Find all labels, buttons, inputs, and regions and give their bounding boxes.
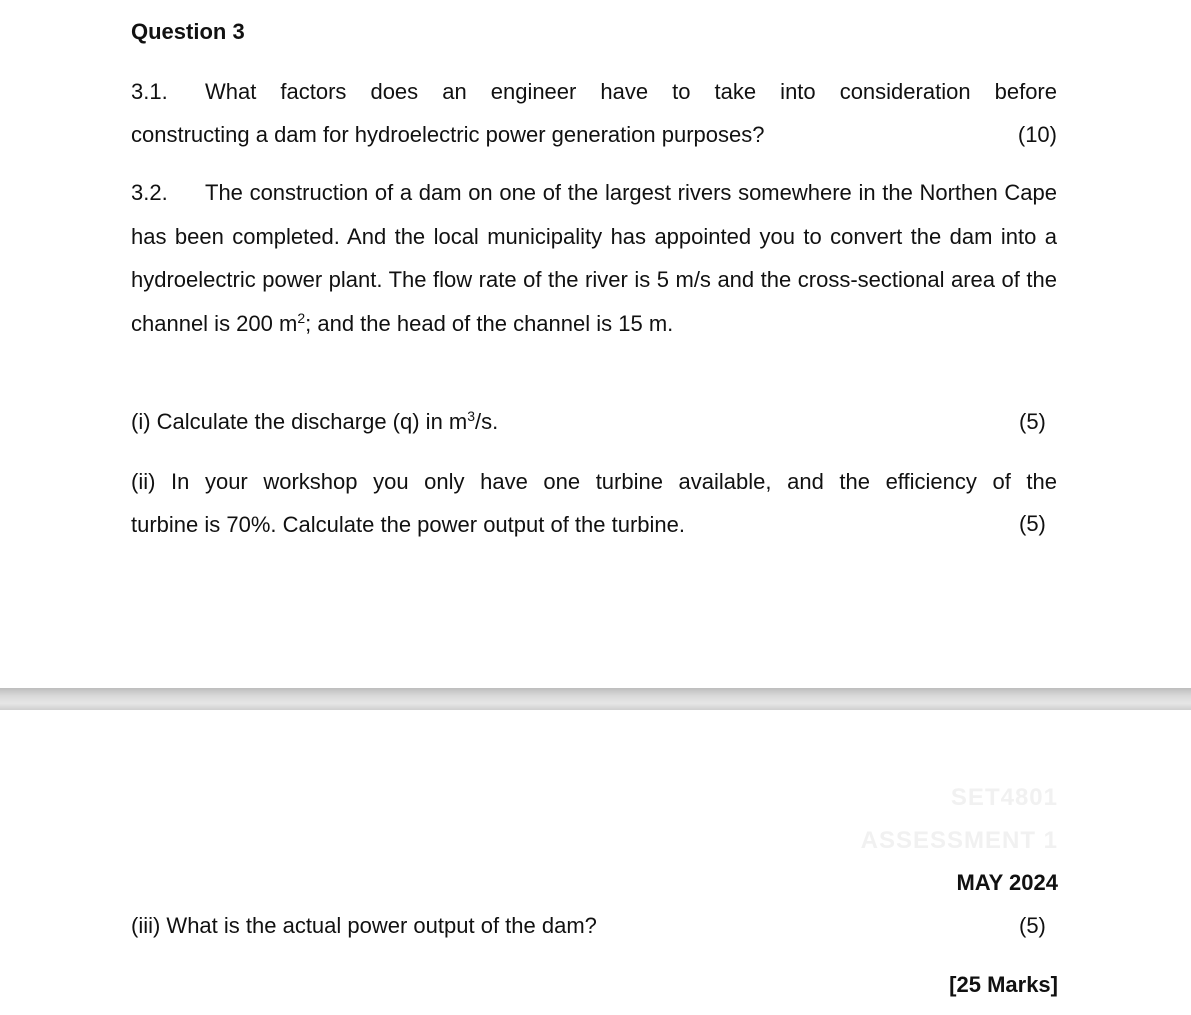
squared-superscript: 2	[297, 309, 306, 326]
question-3-1-line-2	[131, 113, 1057, 156]
question-3-1-line-1	[131, 70, 1057, 113]
question-heading: Question 3	[131, 19, 245, 44]
part-i-text-end: /s.	[475, 409, 499, 434]
part-i-question	[131, 409, 498, 435]
question-3-2	[131, 171, 1057, 345]
part-ii-line-2: turbine is 70%. Calculate the power output of the turbine.	[131, 512, 686, 537]
question-3-1	[131, 70, 1057, 156]
question-3-2-text-b: ; and the head of the channel is 15 m.	[305, 310, 674, 336]
page-break-divider	[0, 688, 1191, 710]
part-ii-line-1: (ii) In your workshop you only have one turbine available, and the efficiency of the	[131, 469, 1057, 494]
part-ii-marks: (5)	[1019, 511, 1046, 536]
part-ii-question	[131, 460, 1057, 546]
question-3-2-text-a: The construction of a dam on one of the largest rivers somewhere in the Northen Cape has been completed. And the local municipality has appointed you to convert the dam into a hydroelectric power plant. The flow rate of the river is 5 m/s and the cross-sectional area of the channel is 200 m	[131, 180, 1057, 336]
question-3-2-number: 3.2.	[131, 180, 168, 205]
part-i-text: (i) Calculate the discharge (q) in m	[131, 409, 468, 434]
part-i-marks: (5)	[1019, 409, 1046, 434]
question-3-1-marks: (10)	[1017, 122, 1057, 147]
total-marks: [25 Marks]	[949, 972, 1058, 997]
question-3-1-text-line-2: constructing a dam for hydroelectric power generation purposes?	[131, 122, 765, 147]
cubed-superscript: 3	[467, 408, 476, 424]
part-iii-marks: (5)	[1019, 913, 1046, 938]
question-3-1-text-line-1: What factors does an engineer have to take into consideration before	[205, 79, 1057, 104]
header-date: MAY 2024	[956, 870, 1058, 895]
part-iii-question: (iii) What is the actual power output of the dam?	[131, 913, 597, 938]
assessment-watermark: ASSESSMENT 1	[860, 827, 1058, 854]
question-3-1-number: 3.1.	[131, 79, 168, 104]
course-code-watermark: SET4801	[950, 784, 1058, 811]
